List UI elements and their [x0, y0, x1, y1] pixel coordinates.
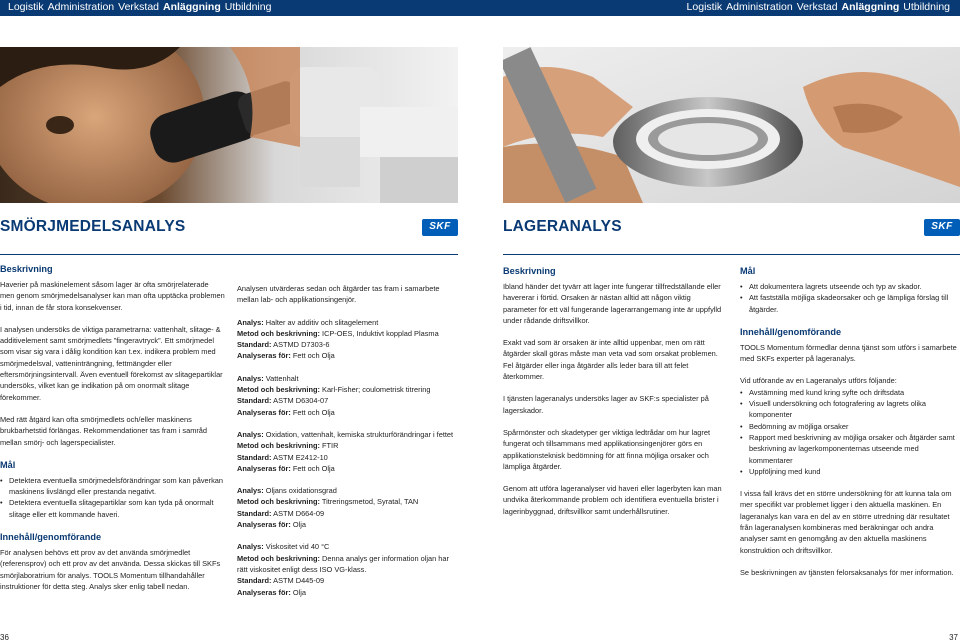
analysis-line-analyseras — [237, 463, 459, 474]
steps-list — [740, 387, 958, 477]
analysis-block — [237, 317, 459, 362]
page-title: LAGERANALYS — [503, 218, 622, 235]
list-item: • Detektera eventuella smörjmedelsförändringar som kan påverkan maskinens livslängd eller prestanda negativt. — [0, 475, 225, 498]
page-number: 36 — [0, 633, 9, 642]
paragraph: Haverier på maskinelement såsom lager är ofta smörjrelaterade men genom smörjmedelsanalyser kan man ofta upptäcka problemen i tid, innan de får stora konsekvenser. — [0, 280, 225, 312]
analysis-line-analyseras — [237, 350, 459, 361]
right-column-2 — [740, 265, 958, 589]
analysis-value: Vattenhalt — [265, 373, 299, 383]
nav-item-anlaggning[interactable]: Anläggning — [841, 1, 900, 13]
analysis-label: Metod och beskrivning: — [237, 497, 320, 507]
list-item: • Uppföljning med kund — [740, 466, 958, 477]
analysis-block — [237, 485, 459, 530]
analysis-line-analyseras — [237, 587, 459, 598]
paragraph: Analysen utvärderas sedan och åtgärder tas fram i samarbete mellan lab- och applikationsingenjör. — [237, 284, 440, 305]
analysis-label: Analys: — [237, 486, 264, 496]
analysis-value: ASTM E2412-10 — [273, 452, 328, 462]
goal-list — [740, 281, 958, 315]
analysis-label: Metod och beskrivning: — [237, 441, 320, 451]
analysis-value: ASTM D664-09 — [273, 508, 325, 518]
list-item: • Detektera eventuella slitagepartiklar som kan tyda på onormalt slitage eller ett kommande haveri. — [0, 497, 225, 520]
analysis-label: Analyseras för: — [237, 407, 291, 417]
analysis-value: ASTMD D7303-6 — [273, 340, 330, 350]
list-item: • Avstämning med kund kring syfte och driftsdata — [740, 387, 958, 398]
analysis-value: Fett och Olja — [292, 351, 335, 361]
analysis-label: Analys: — [237, 429, 264, 439]
analysis-line-analyseras — [237, 407, 459, 418]
analysis-value: ASTM D6304-07 — [273, 396, 329, 406]
heading-mal: Mål — [0, 459, 16, 470]
analysis-line-analys — [237, 485, 459, 496]
analysis-value: Olja — [292, 520, 307, 530]
paragraph: Exakt vad som är orsaken är inte alltid uppenbar, men om rätt åtgärder skall göras måste man veta vad som orsakat problemen. Fel åtgärder eller inga åtgärder alls leder bara till att felet återkommer. — [503, 338, 718, 382]
analysis-label: Metod och beskrivning: — [237, 328, 320, 338]
analysis-label: Analyseras för: — [237, 587, 291, 597]
analysis-block — [237, 429, 459, 474]
analysis-label: Metod och beskrivning: — [237, 553, 320, 563]
analysis-value: Halter av additiv och slitagelement — [265, 317, 379, 327]
nav-item-administration[interactable]: Administration — [726, 1, 793, 13]
analysis-label: Standard: — [237, 396, 272, 406]
paragraph: TOOLS Momentum förmedlar denna tjänst som utförs i samarbete med SKFs experter på lageranalys. — [740, 342, 957, 364]
analysis-line-metod — [237, 440, 459, 451]
left-column-2 — [237, 283, 459, 609]
analysis-line-standard — [237, 395, 459, 406]
analysis-line-metod — [237, 553, 459, 576]
nav-item-verkstad[interactable]: Verkstad — [796, 1, 838, 13]
analysis-label: Standard: — [237, 452, 272, 462]
analysis-label: Analys: — [237, 373, 264, 383]
left-column-1 — [0, 263, 225, 603]
paragraph: För analysen behövs ett prov av det använda smörjmedlet (referensprov) och ett prov av det använda. Dessa skickas till SKFs smörjlaboratrium för analys. TOOLS Momentum tillhandahåller instruktioner för detta steg. Analys sker enlig tabell nedan. — [0, 548, 221, 591]
analysis-line-standard — [237, 339, 459, 350]
analysis-block — [237, 541, 459, 597]
microscope-photo — [0, 47, 458, 203]
skf-logo-text: SKF — [931, 221, 953, 232]
heading-innehall: Innehåll/genomförande — [0, 532, 102, 543]
analysis-label: Standard: — [237, 340, 272, 350]
paragraph: Genom att utföra lageranalyser vid haveri eller lagerbyten kan man undvika återkommande problem och identifiera eventuella brister i lagerinbyggnad, driftsvillkor samt underhållsrutiner. — [503, 484, 722, 516]
analysis-value: Fett och Olja — [292, 463, 335, 473]
analysis-value: Oljans oxidationsgrad — [265, 486, 337, 496]
analysis-label: Standard: — [237, 508, 272, 518]
top-nav-bar — [0, 0, 960, 16]
analysis-line-analyseras — [237, 519, 459, 530]
list-item: • Att fastställa möjliga skadeorsaker och ge lämpliga förslag till åtgärder. — [740, 292, 958, 315]
nav-left — [8, 1, 275, 13]
analysis-line-metod — [237, 496, 459, 507]
analysis-label: Analyseras för: — [237, 351, 291, 361]
paragraph: Ibland händer det tyvärr att lager inte fungerar tillfredställande eller havererar i förtid. Orsaken är nästan alltid att någon viktig parameter för ett väl fungerande lagerarrangemang inte är uppfylld under rådande driftsvillkor. — [503, 282, 722, 325]
analysis-value: Denna analys ger information oljan har rätt viskositet enligt dess ISO VG-klass. — [237, 553, 449, 574]
nav-item-anlaggning[interactable]: Anläggning — [163, 1, 221, 13]
heading-beskrivning: Beskrivning — [503, 266, 556, 276]
divider — [0, 254, 458, 255]
page-number: 37 — [949, 633, 958, 642]
skf-logo — [924, 219, 960, 236]
paragraph: Se beskrivningen av tjänsten felorsaksanalys för mer information. — [740, 567, 954, 577]
nav-item-administration[interactable]: Administration — [47, 1, 115, 13]
list-item: • Bedömning av möjliga orsaker — [740, 421, 958, 432]
nav-item-verkstad[interactable]: Verkstad — [118, 1, 159, 13]
list-item: • Rapport med beskrivning av möjliga orsaker och åtgärder samt beskrivning av lagerkomponenternas utseende med kommentarer — [740, 432, 958, 466]
analysis-table — [237, 317, 459, 598]
analysis-value: Oxidation, vattenhalt, kemiska strukturförändringar i fettet — [265, 429, 454, 439]
skf-logo-text: SKF — [429, 221, 451, 232]
paragraph: I tjänsten lageranalys undersöks lager av SKF:s specialister på lagerskador. — [503, 394, 709, 415]
paragraph: Spårmönster och skadetyper ger viktiga ledtrådar om hur lagret fungerat och tillsammans med applikationsingenjörer görs en applikationsteknisk bedömning för att finna möjliga orsaker och lämpliga åtgärder. — [503, 427, 711, 471]
nav-item-logistik[interactable]: Logistik — [8, 1, 44, 13]
analysis-label: Analyseras för: — [237, 520, 291, 530]
right-column-1 — [503, 265, 725, 528]
analysis-label: Analyseras för: — [237, 463, 291, 473]
analysis-value: ASTM D445-09 — [273, 576, 325, 586]
heading-beskrivning: Beskrivning — [0, 264, 53, 274]
bearing-photo — [503, 47, 960, 203]
list-item: • Visuell undersökning och fotografering av lagrets olika komponenter — [740, 398, 958, 421]
analysis-line-analys — [237, 541, 459, 552]
heading-mal: Mål — [740, 266, 756, 276]
analysis-value: Karl-Fisher; coulometrisk titrering — [322, 385, 431, 395]
divider — [503, 254, 960, 255]
list-item: • Att dokumentera lagrets utseende och typ av skador. — [740, 281, 958, 292]
paragraph: I analysen undersöks de viktiga parametrarna: vattenhalt, slitage- & additivelement samt smörjmedlets ”fingeravtryck”. Ett smörjmedel som visar sig vara i dålig kondition kan t.ex. indikera problem med smörjmedelsval, vatteninträngning, fettmängder eller eftersmörjningsintervall. Även eventuell förekomst av slitagepartiklar undersöks, vilket kan ge indikation på om onormalt slitage förekommer. — [0, 324, 223, 402]
analysis-line-analys — [237, 373, 459, 384]
analysis-line-standard — [237, 508, 459, 519]
analysis-value: Titreringsmetod, Syratal, TAN — [321, 497, 419, 507]
analysis-line-metod — [237, 328, 459, 339]
analysis-value: Fett och Olja — [292, 407, 335, 417]
skf-logo — [422, 219, 458, 236]
analysis-line-metod — [237, 384, 459, 395]
analysis-line-analys — [237, 429, 459, 440]
analysis-value: Viskositet vid 40 °C — [265, 542, 330, 552]
analysis-value: ICP-OES, Induktivt kopplad Plasma — [322, 328, 439, 338]
analysis-value: FTIR — [322, 441, 339, 451]
analysis-label: Analys: — [237, 317, 264, 327]
paragraph: Vid utförande av en Lageranalys utförs följande: — [740, 376, 897, 386]
analysis-line-analys — [237, 317, 459, 328]
nav-item-utbildning[interactable]: Utbildning — [903, 1, 950, 13]
heading-innehall: Innehåll/genomförande — [740, 326, 842, 337]
analysis-label: Standard: — [237, 576, 272, 586]
paragraph: I vissa fall krävs det en större undersökning för att kunna tala om mer specifikt var problemet ligger i den aktuella maskinen. En lageranalys kan vara en del av en större utredning där resultatet från lageranalysen kombineras med beräkningar och andra analyser samt en genomgång av den aktuella maskinens konstruktion och driftsvillkor. — [740, 489, 952, 555]
analysis-block — [237, 373, 459, 418]
nav-right — [687, 1, 954, 13]
page-title: SMÖRJMEDELSANALYS — [0, 218, 186, 235]
analysis-line-standard — [237, 452, 459, 463]
nav-item-utbildning[interactable]: Utbildning — [224, 1, 272, 13]
goal-list — [0, 475, 225, 520]
analysis-line-standard — [237, 575, 459, 586]
paragraph: Med rätt åtgärd kan ofta smörjmedlets och/eller maskinens brukbarhetstid förlängas. Rekommendationer tas fram i samråd mellan smörj- och lagerspecialister. — [0, 414, 208, 447]
analysis-label: Analys: — [237, 542, 264, 552]
analysis-value: Olja — [292, 587, 307, 597]
analysis-label: Metod och beskrivning: — [237, 385, 320, 395]
nav-item-logistik[interactable]: Logistik — [686, 1, 723, 13]
